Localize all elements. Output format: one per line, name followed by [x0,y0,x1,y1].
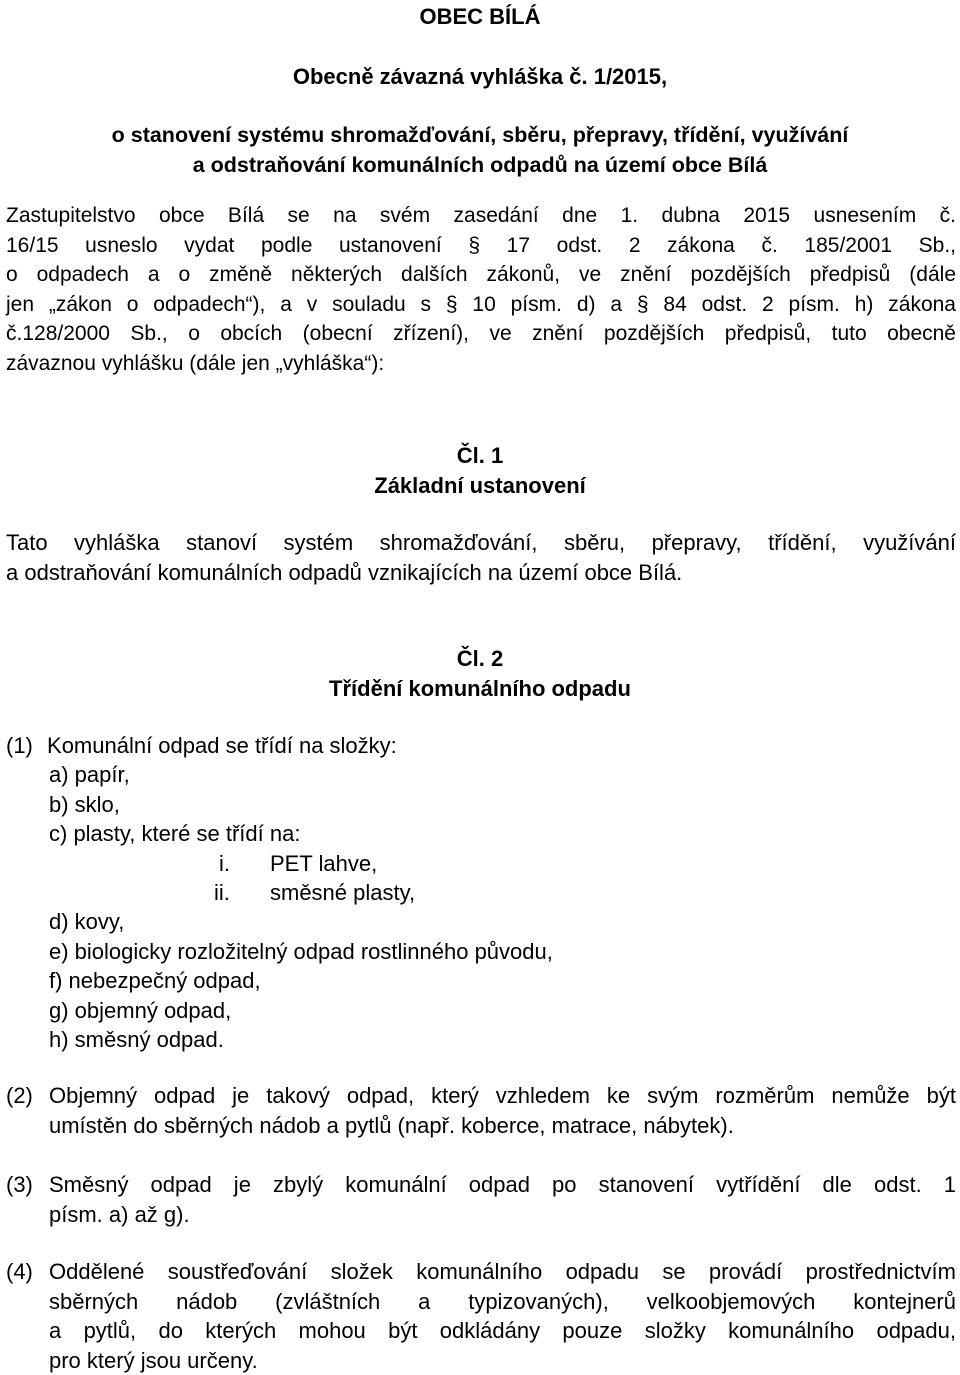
sub-list-marker: ii. [214,880,230,905]
paragraph-4-number: (4) [6,1259,33,1284]
paragraph-4 [6,1257,956,1375]
paragraph-3-line: Směsný odpad je zbylý komunální odpad po stanovení vytřídění dle odst. 1 [49,1172,956,1197]
list-item: f) nebezpečný odpad, [49,968,261,993]
preamble-line: závaznou vyhlášku (dále jen „vyhláška“): [6,351,385,375]
list-item: d) kovy, [49,909,125,934]
sub-list-text: směsné plasty, [270,880,416,905]
preamble-line: Zastupitelstvo obce Bílá se na svém zasedání dne 1. dubna 2015 usnesením č. [6,204,956,227]
preamble-line: jen „zákon o odpadech“), a v souladu s § 10 písm. d) a § 84 odst. 2 písm. h) zákona [6,292,956,316]
paragraph-4-line: pro který jsou určeny. [49,1347,258,1373]
article-1-text [6,528,956,587]
article-2-number: Čl. 2 [456,646,504,671]
list-item: c) plasty, které se třídí na: [49,821,301,846]
article-1-number: Čl. 1 [456,443,504,468]
subject-line-2: a odstraňování komunálních odpadů na území obce Bílá [192,153,768,177]
article-2-title: Třídění komunálního odpadu [329,676,631,701]
paragraph-3-line: písm. a) až g). [49,1201,190,1227]
paragraph-1-number: (1) [6,733,33,758]
article-1-title: Základní ustanovení [374,473,586,498]
sub-list-text: PET lahve, [270,851,378,876]
subject-line-1: o stanovení systému shromažďování, sběru, přepravy, třídění, využívání [111,123,849,147]
preamble [6,201,956,379]
preamble-line: 16/15 usneslo vydat podle ustanovení § 17 odst. 2 zákona č. 185/2001 Sb., [6,233,956,257]
decree-subject [0,120,960,180]
decree-title: Obecně závazná vyhláška č. 1/2015, [292,64,668,89]
article-1-heading [0,441,960,501]
paragraph-2-line: Objemný odpad je takový odpad, který vzhledem ke svým rozměrům nemůže být [49,1083,956,1108]
waste-component-list [49,760,300,849]
preamble-line: o odpadech a o změně některých dalších zákonů, ve znění pozdějších předpisů (dále [6,263,956,287]
paragraph-1 [6,731,397,761]
municipality-title: OBEC BÍLÁ [419,4,541,29]
paragraph-2-line: umístěn do sběrných nádob a pytlů (např. koberce, matrace, nábytek). [49,1112,734,1138]
waste-component-list-continued [49,907,553,1055]
sub-list-item [219,849,230,879]
paragraph-2-number: (2) [6,1083,33,1108]
paragraph-1-text: Komunální odpad se třídí na složky: [47,733,397,758]
sub-list-item [214,878,230,908]
paragraph-2 [6,1081,956,1140]
article-1-line: Tato vyhláška stanoví systém shromažďování, sběru, přepravy, třídění, využívání [6,530,956,555]
paragraph-3-number: (3) [6,1172,33,1197]
list-item: h) směsný odpad. [49,1027,224,1052]
article-2-heading [0,644,960,704]
paragraph-3 [6,1170,956,1229]
list-item: a) papír, [49,762,130,787]
article-1-line: a odstraňování komunálních odpadů vznikajících na území obce Bílá. [6,559,683,585]
list-item: g) objemný odpad, [49,997,232,1023]
sub-list-marker: i. [219,851,230,876]
paragraph-4-line: a pytlů, do kterých mohou být odkládány pouze složky komunálního odpadu, [49,1318,956,1344]
paragraph-4-line: sběrných nádob (zvláštních a typizovaných), velkoobjemových kontejnerů [49,1288,956,1314]
preamble-line: č.128/2000 Sb., o obcích (obecní zřízení), ve znění pozdějších předpisů, tuto obecně [6,322,956,346]
list-item: e) biologicky rozložitelný odpad rostlinného původu, [49,938,553,964]
paragraph-4-line: Oddělené soustřeďování složek komunálního odpadu se provádí prostřednictvím [49,1259,956,1284]
list-item: b) sklo, [49,791,120,817]
